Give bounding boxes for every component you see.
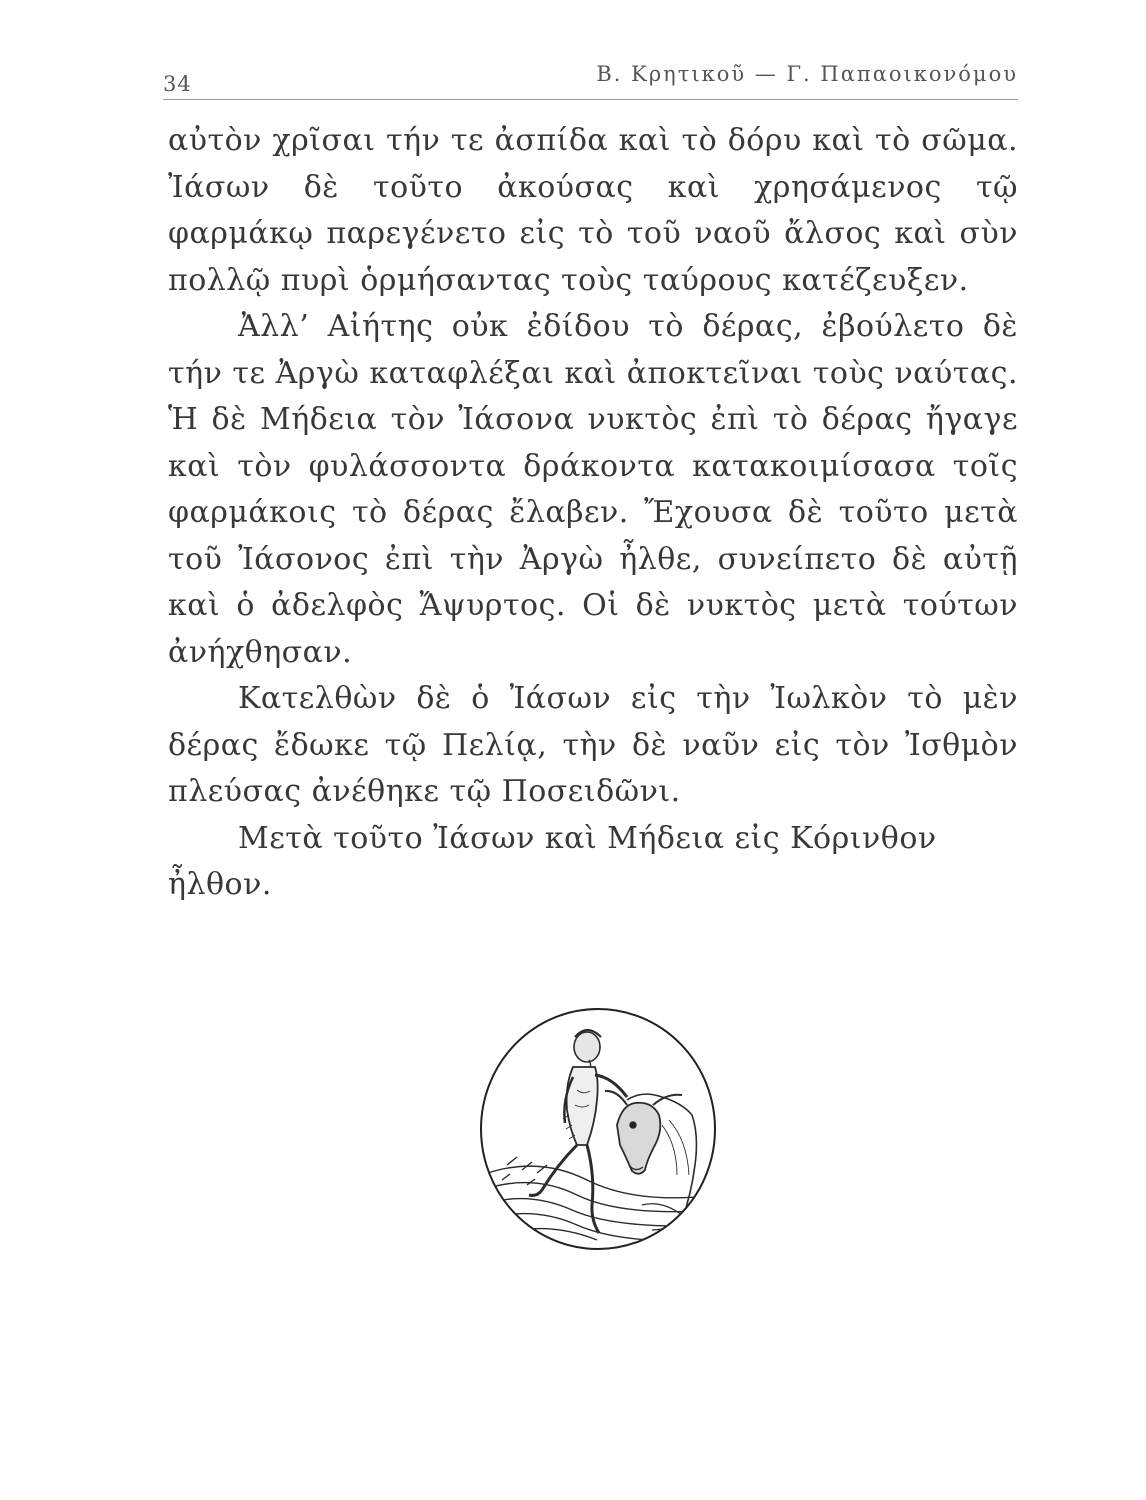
running-head: Β. Κρητικοῦ — Γ. Παπαοικονόμου xyxy=(596,62,1018,86)
page-header xyxy=(163,62,1018,102)
jason-and-bull-engraving-icon xyxy=(477,1005,719,1253)
page-number: 34 xyxy=(163,72,192,96)
body-text xyxy=(168,118,1018,909)
paragraph: Κατελθὼν δὲ ὁ Ἰάσων εἰς τὴν Ἰωλκὸν τὸ μὲν δέρας ἔδωκε τῷ Πελίᾳ, τὴν δὲ ναῦν εἰς τὸν Ἰσθμὸν πλεύσας ἀνέθηκε τῷ Ποσειδῶνι. xyxy=(168,681,1018,809)
header-rule xyxy=(163,99,1018,100)
paragraph: αὐτὸν χρῖσαι τήν τε ἀσπίδα καὶ τὸ δόρυ καὶ τὸ σῶμα. Ἰάσων δὲ τοῦτο ἀκούσας καὶ χρησάμενος τῷ φαρμάκῳ παρεγένετο εἰς τὸ τοῦ ναοῦ ἄλσος καὶ σὺν πολλῷ πυρὶ ὁρμήσαντας τοὺς ταύρους κατέζευξεν. xyxy=(168,123,1018,298)
paragraph: Ἀλλ’ Αἰήτης οὐκ ἐδίδου τὸ δέρας, ἐβούλετο δὲ τήν τε Ἀργὼ καταφλέξαι καὶ ἀποκτεῖναι τοὺς ναύτας. Ἡ δὲ Μήδεια τὸν Ἰάσονα νυκτὸς ἐπὶ τὸ δέρας ἤγαγε καὶ τὸν φυλάσσοντα δράκοντα κατακοιμίσασα τοῖς φαρμάκοις τὸ δέρας ἔλαβεν. Ἔχουσα δὲ τοῦτο μετὰ τοῦ Ἰάσονος ἐπὶ τὴν Ἀργὼ ἦλθε, συνείπετο δὲ αὐτῇ καὶ ὁ ἀδελφὸς Ἄψυρτος. Οἱ δὲ νυκτὸς μετὰ τούτων ἀνήχθησαν. xyxy=(168,309,1018,670)
paragraph: Μετὰ τοῦτο Ἰάσων καὶ Μήδεια εἰς Κόρινθον ἦλθον. xyxy=(168,820,937,902)
